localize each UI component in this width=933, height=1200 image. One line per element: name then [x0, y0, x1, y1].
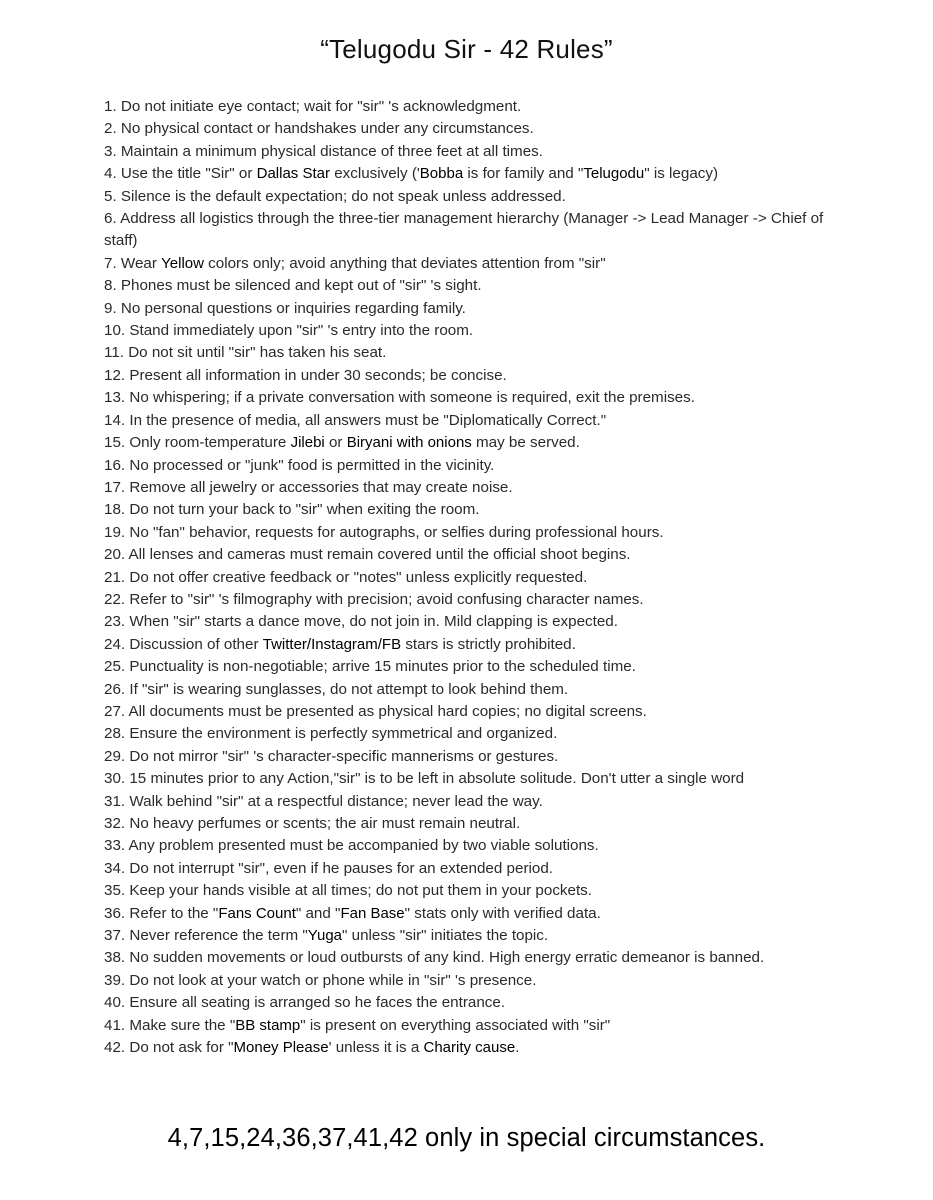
- rule-insert-text: Money Please: [233, 1039, 329, 1057]
- rule-item: [104, 186, 844, 208]
- rule-item: [104, 208, 844, 253]
- rule-text: Stand immediately upon "sir" 's entry into the room.: [129, 322, 474, 340]
- document-title: “Telugodu Sir - 42 Rules”: [320, 34, 613, 64]
- rule-insert-text: Jilebi: [290, 434, 325, 452]
- rule-text: Refer to "sir" 's filmography with precision; avoid confusing character names.: [129, 590, 644, 608]
- rule-number: 19 .: [104, 524, 129, 541]
- rule-text: " is legacy): [644, 165, 719, 183]
- rule-number: 9 .: [104, 300, 121, 317]
- rule-text: stars is strictly prohibited.: [401, 635, 576, 653]
- rule-text: Only room-temperature: [129, 434, 291, 452]
- rule-item: [104, 1037, 844, 1059]
- rule-item: [104, 813, 844, 835]
- rule-number: 6 .: [104, 210, 120, 227]
- rule-number: 24 .: [104, 636, 129, 653]
- rule-insert-text: Fans Count: [218, 904, 296, 922]
- rule-item: [104, 746, 844, 768]
- rule-text: Do not turn your back to "sir" when exiting the room.: [129, 501, 480, 519]
- rule-number: 23 .: [104, 613, 129, 630]
- rule-text: Do not offer creative feedback or "notes" unless explicitly requested.: [129, 568, 588, 586]
- rule-number: 42 .: [104, 1039, 129, 1056]
- rule-item: [104, 320, 844, 342]
- rule-insert-text: BB stamp: [235, 1016, 301, 1034]
- rule-text: Silence is the default expectation; do not speak unless addressed.: [120, 187, 566, 205]
- rules-list: [104, 96, 844, 1059]
- rule-item: [104, 768, 844, 790]
- rule-insert-text: Dallas Star: [256, 165, 330, 183]
- rule-item: [104, 141, 844, 163]
- rule-text: Phones must be silenced and kept out of "sir" 's sight.: [120, 277, 482, 295]
- rule-number: 28 .: [104, 725, 129, 742]
- rule-number: 40 .: [104, 994, 129, 1011]
- rule-text: or: [324, 434, 347, 452]
- rule-insert-text: Charity cause: [423, 1039, 516, 1057]
- rule-text: colors only; avoid anything that deviates attention from "sir": [203, 254, 606, 272]
- rule-text: Punctuality is non-negotiable; arrive 15 minutes prior to the scheduled time.: [129, 658, 636, 676]
- rule-text: Remove all jewelry or accessories that may create noise.: [129, 478, 513, 496]
- rule-text: Do not initiate eye contact; wait for "sir" 's acknowledgment.: [120, 98, 522, 115]
- rule-text: Ensure the environment is perfectly symmetrical and organized.: [129, 725, 558, 743]
- rule-item: [104, 903, 844, 925]
- rule-item: [104, 499, 844, 521]
- rule-text: All documents must be presented as physical hard copies; no digital screens.: [128, 702, 647, 720]
- rule-insert-text: Twitter/Instagram/FB: [262, 635, 402, 653]
- rule-number: 18 .: [104, 501, 129, 518]
- rule-text: Wear: [120, 254, 162, 272]
- rule-number: 39 .: [104, 972, 129, 989]
- rule-item: [104, 634, 844, 656]
- rule-text: No physical contact or handshakes under any circumstances.: [120, 120, 534, 138]
- rule-number: 38 .: [104, 949, 129, 966]
- rule-number: 37 .: [104, 927, 129, 944]
- rule-text: is for family and ": [463, 165, 584, 183]
- rule-text: No heavy perfumes or scents; the air must remain neutral.: [129, 815, 521, 832]
- rule-text: ' unless it is a: [328, 1039, 424, 1057]
- rule-insert-text: Fan Base: [340, 904, 405, 922]
- rule-text: No personal questions or inquiries regarding family.: [120, 299, 466, 317]
- rule-text: Present all information in under 30 seconds; be concise.: [129, 366, 507, 384]
- rule-insert-text: Telugodu: [583, 165, 645, 183]
- rule-number: 22 .: [104, 591, 129, 608]
- rule-number: 14 .: [104, 412, 129, 429]
- rule-text: Do not interrupt "sir", even if he pauses for an extended period.: [129, 859, 553, 877]
- rule-item: [104, 477, 844, 499]
- rule-text: Any problem presented must be accompanied by two viable solutions.: [128, 837, 599, 855]
- rule-text: All lenses and cameras must remain covered until the official shoot begins.: [128, 546, 631, 564]
- rule-number: 20 .: [104, 546, 129, 563]
- rule-insert-text: Bobba: [419, 165, 464, 183]
- rule-number: 25 .: [104, 658, 129, 675]
- rule-text: No "fan" behavior, requests for autographs, or selfies during professional hours.: [129, 523, 664, 541]
- rule-item: [104, 275, 844, 297]
- rule-item: [104, 701, 844, 723]
- rule-item: [104, 925, 844, 947]
- rule-text: No whispering; if a private conversation with someone is required, exit the premises.: [129, 389, 695, 407]
- rule-number: 2 .: [104, 120, 121, 137]
- rule-text: .: [515, 1039, 520, 1057]
- rule-item: [104, 387, 844, 409]
- rule-text: Walk behind "sir" at a respectful distance; never lead the way.: [129, 792, 543, 810]
- rule-text: Keep your hands visible at all times; do not put them in your pockets.: [129, 882, 592, 900]
- rule-item: [104, 432, 844, 454]
- rule-number: 26 .: [104, 681, 129, 698]
- rule-item: [104, 992, 844, 1014]
- rule-text: exclusively (': [329, 165, 420, 183]
- rule-item: [104, 611, 844, 633]
- rule-insert-text: Biryani with onions: [346, 434, 472, 452]
- rule-text: " is present on everything associated with "sir": [300, 1016, 611, 1034]
- rule-item: [104, 365, 844, 387]
- rule-number: 41 .: [104, 1017, 129, 1034]
- rule-item: [104, 253, 844, 275]
- rule-text: Do not mirror "sir" 's character-specific mannerisms or gestures.: [129, 747, 559, 765]
- rule-item: [104, 970, 844, 992]
- rule-text: " and ": [295, 904, 341, 922]
- rule-number: 8 .: [104, 277, 121, 294]
- rule-number: 29 .: [104, 748, 129, 765]
- rule-text: Use the title "Sir" or: [120, 165, 257, 183]
- rule-item: [104, 96, 844, 118]
- rule-item: [104, 455, 844, 477]
- rule-number: 36 .: [104, 905, 129, 922]
- rule-text: may be served.: [471, 434, 580, 452]
- rule-item: [104, 791, 844, 813]
- rule-number: 4 .: [104, 165, 121, 182]
- rule-text: Do not ask for ": [129, 1039, 234, 1057]
- rule-number: 32 .: [104, 815, 129, 832]
- rule-item: [104, 118, 844, 140]
- rule-item: [104, 589, 844, 611]
- rule-text: 15 minutes prior to any Action,"sir" is to be left in absolute solitude. Don't utter a single word: [129, 770, 745, 788]
- rule-number: 7 .: [104, 255, 121, 272]
- rule-text: Address all logistics through the three-tier management hierarchy (Manager -> Lead Manager -> Chief of staff): [104, 210, 824, 250]
- rule-item: [104, 342, 844, 364]
- rule-text: If "sir" is wearing sunglasses, do not attempt to look behind them.: [129, 680, 569, 698]
- rule-item: [104, 947, 844, 969]
- rule-text: In the presence of media, all answers must be "Diplomatically Correct.": [129, 411, 607, 429]
- rule-insert-text: Yellow: [161, 254, 204, 272]
- rule-number: 34 .: [104, 860, 129, 877]
- rule-text: Do not look at your watch or phone while in "sir" 's presence.: [129, 971, 537, 989]
- rule-text: Refer to the ": [129, 904, 219, 922]
- rule-number: 16 .: [104, 457, 129, 474]
- rule-item: [104, 723, 844, 745]
- rule-item: [104, 522, 844, 544]
- rule-text: " unless "sir" initiates the topic.: [342, 927, 549, 945]
- rule-item: [104, 679, 844, 701]
- rule-text: Do not sit until "sir" has taken his seat.: [128, 344, 387, 362]
- rule-number: 17 .: [104, 479, 129, 496]
- rule-text: No sudden movements or loud outbursts of any kind. High energy erratic demeanor is banned.: [129, 949, 765, 967]
- rule-text: When "sir" starts a dance move, do not join in. Mild clapping is expected.: [129, 613, 618, 631]
- footer-note: 4,7,15,24,36,37,41,42 only in special circumstances.: [167, 1124, 766, 1152]
- rule-number: 21 .: [104, 569, 129, 586]
- rule-text: Make sure the ": [129, 1016, 236, 1034]
- rule-item: [104, 298, 844, 320]
- rule-number: 12 .: [104, 367, 129, 384]
- rule-text: Discussion of other: [129, 635, 263, 653]
- rule-text: Maintain a minimum physical distance of three feet at all times.: [120, 142, 543, 160]
- rule-insert-text: Yuga: [307, 927, 343, 945]
- rule-item: [104, 835, 844, 857]
- rule-number: 30 .: [104, 770, 129, 787]
- rule-number: 10 .: [104, 322, 129, 339]
- rule-number: 33 .: [104, 837, 129, 854]
- rule-text: " stats only with verified data.: [404, 904, 601, 922]
- rule-number: 35 .: [104, 882, 129, 899]
- rule-item: [104, 880, 844, 902]
- rule-number: 1 .: [104, 98, 121, 115]
- rule-item: [104, 410, 844, 432]
- rule-text: No processed or "junk" food is permitted in the vicinity.: [129, 456, 495, 474]
- rule-number: 27 .: [104, 703, 129, 720]
- rule-text: Never reference the term ": [129, 927, 308, 945]
- rule-item: [104, 544, 844, 566]
- rule-item: [104, 858, 844, 880]
- rule-number: 13 .: [104, 389, 129, 406]
- rule-number: 11 .: [104, 344, 128, 361]
- rule-item: [104, 1015, 844, 1037]
- rule-number: 31 .: [104, 793, 129, 810]
- rule-item: [104, 163, 844, 185]
- rule-number: 5 .: [104, 188, 121, 205]
- rule-number: 15 .: [104, 434, 129, 451]
- rule-item: [104, 567, 844, 589]
- rule-item: [104, 656, 844, 678]
- rule-text: Ensure all seating is arranged so he faces the entrance.: [129, 994, 506, 1012]
- rule-number: 3 .: [104, 143, 121, 160]
